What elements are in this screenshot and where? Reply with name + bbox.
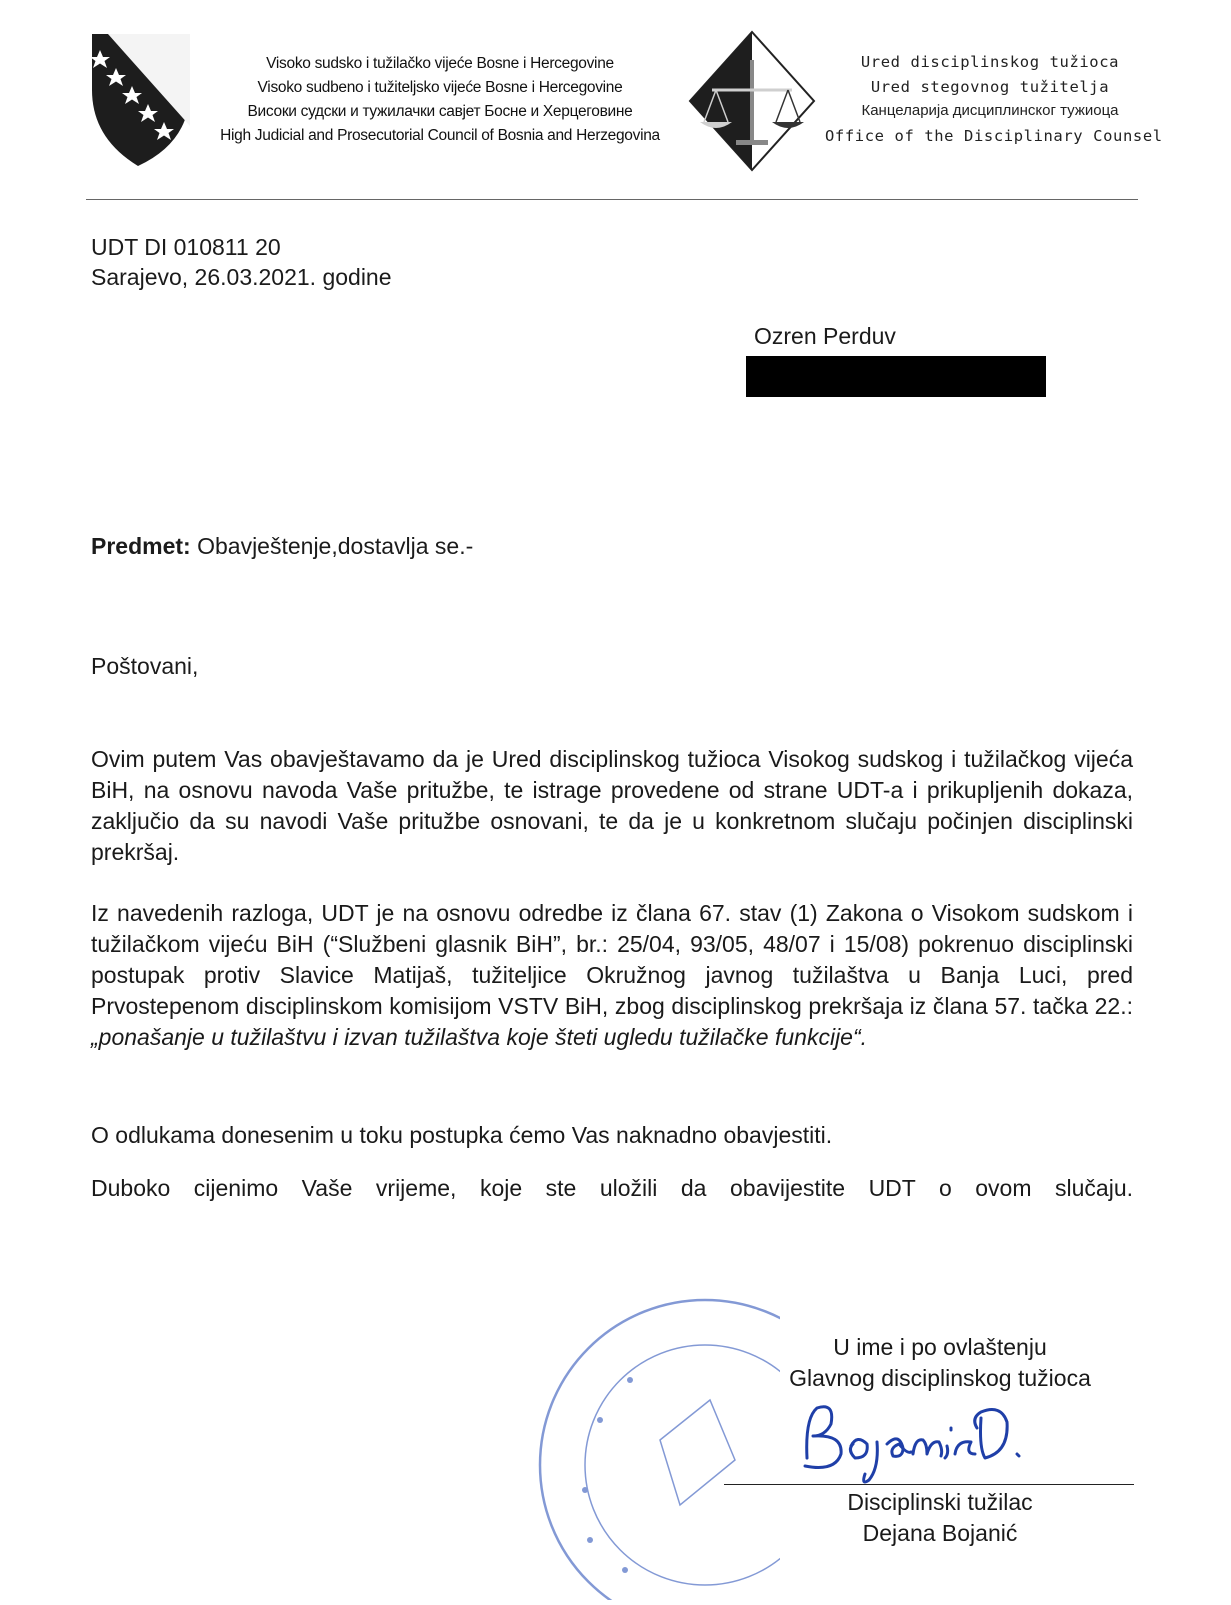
council-name-en: High Judicial and Prosecutorial Council of Bosnia and Herzegovina <box>220 127 660 144</box>
council-name-sr: Високи судски и тужилачки савјет Босне и Херцеговине <box>247 103 633 120</box>
signature-line-2: Glavnog disciplinskog tužioca <box>789 1365 1091 1391</box>
body-paragraph-4: Duboko cijenimo Vaše vrijeme, koje ste uložili da obavijestite UDT o ovom slučaju. <box>91 1175 1133 1201</box>
signature-authority <box>760 1332 1120 1394</box>
council-name-hr: Visoko sudbeno i tužiteljsko vijeće Bosne i Hercegovine <box>257 79 623 96</box>
signatory-block <box>820 1487 1060 1549</box>
body-paragraph-3: O odlukama donesenim u toku postupka ćemo Vas naknadno obavjestiti. <box>91 1122 833 1148</box>
recipient-name: Ozren Perduv <box>754 323 896 349</box>
subject-line <box>91 531 473 561</box>
office-names <box>825 50 1163 148</box>
office-name-sr: Канцеларија дисциплинског тужиоца <box>861 102 1119 119</box>
office-name-en: Office of the Disciplinary Counsel <box>825 126 1163 145</box>
signature-line-1: U ime i po ovlaštenju <box>833 1334 1047 1360</box>
scales-of-justice-logo <box>688 30 816 172</box>
signatory-title: Disciplinski tužilac <box>847 1489 1033 1515</box>
greeting: Poštovani, <box>91 653 199 679</box>
subject-text: Obavještenje,dostavlja se.- <box>190 533 474 559</box>
signature-line <box>724 1484 1134 1485</box>
council-names <box>200 52 680 148</box>
coat-of-arms-logo <box>86 30 196 170</box>
office-name-hr: Ured stegovnog tužitelja <box>870 77 1110 96</box>
subject-label: Predmet: <box>91 533 191 559</box>
signatory-name: Dejana Bojanić <box>862 1520 1018 1546</box>
header-divider <box>86 199 1138 200</box>
handwritten-signature <box>795 1388 1035 1488</box>
paragraph-2-text: Iz navedenih razloga, UDT je na osnovu odredbe iz člana 67. stav (1) Zakona o Visokom sudskom i tužilačkom vijeću BiH (“Službeni glasnik BiH”, br.: 25/04, 93/05, 48/07 i 15/08) pokrenuo disciplinski postupak protiv Slavice Matijaš, tužiteljice Okružnog javnog tužilaštva u Banja Luci, pred Prvostepenom disciplinskom komisijom VSTV BiH, zbog disciplinskog prekršaja iz člana 57. tačka 22.: <box>91 900 1133 1019</box>
body-paragraph-1: Ovim putem Vas obavještavamo da je Ured disciplinskog tužioca Visokog sudskog i tužilačkog vijeća BiH, na osnovu navoda Vaše pritužbe, te istrage provedene od strane UDT-a i prikupljenih dokaza, zaključio da su navodi Vaše pritužbe osnovani, te da je u konkretnom slučaju počinjen disciplinski prekršaj. <box>91 746 1133 865</box>
paragraph-2-quote: „ponašanje u tužilaštvu i izvan tužilaštva koje šteti ugledu tužilačke funkcije“. <box>91 1024 868 1050</box>
redaction-bar <box>746 356 1046 397</box>
council-name-bs: Visoko sudsko i tužilačko vijeće Bosne i Hercegovine <box>266 55 614 72</box>
body-paragraph-2 <box>91 898 1133 1053</box>
place-date: Sarajevo, 26.03.2021. godine <box>91 264 392 290</box>
reference-number: UDT DI 010811 20 <box>91 234 281 260</box>
official-stamp <box>530 1290 780 1600</box>
office-name-bs: Ured disciplinskog tužioca <box>860 53 1120 71</box>
reference-block <box>91 232 392 292</box>
